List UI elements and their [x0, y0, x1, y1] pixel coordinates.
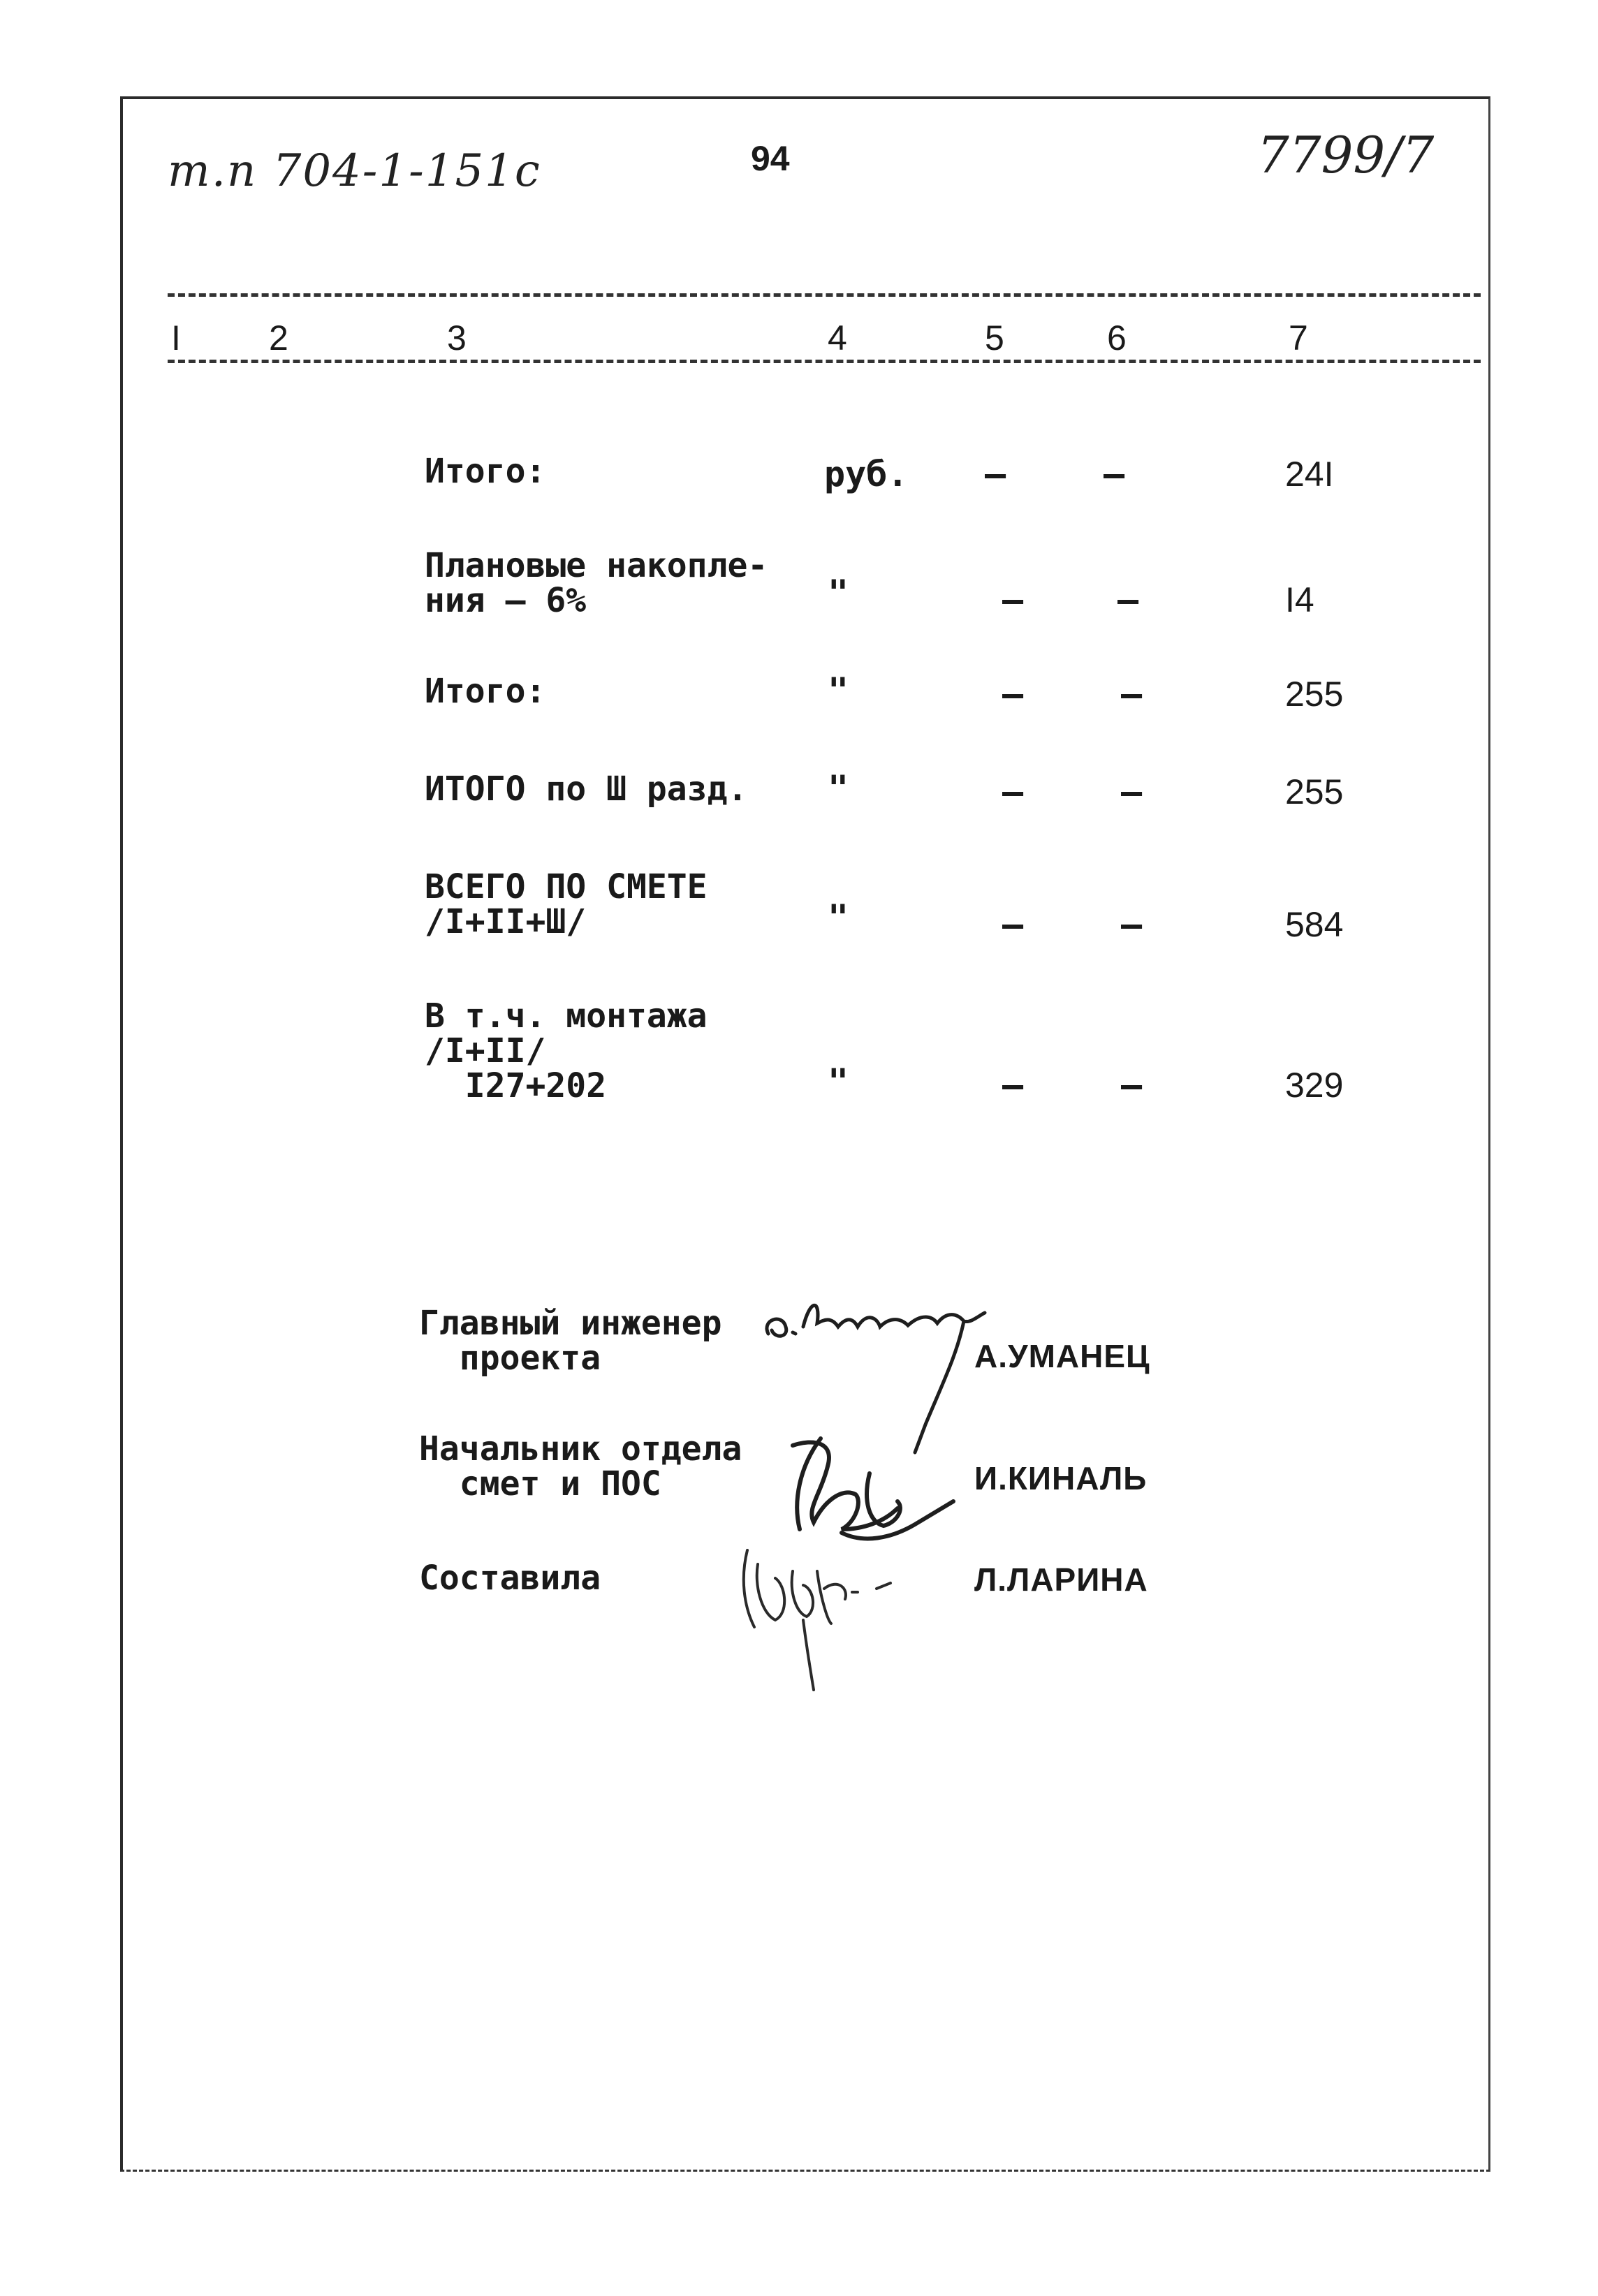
signatory-name: А.УМАНЕЦ [974, 1338, 1150, 1374]
column-header-bottom-rule [168, 360, 1481, 363]
row-col6: – [1121, 1065, 1143, 1105]
row-col6: – [1117, 580, 1139, 620]
row-unit: " [828, 573, 849, 613]
document-code: т.п 704-1-151с [168, 145, 541, 197]
row-total: 255 [1285, 772, 1344, 811]
row-col5: – [1002, 1065, 1024, 1105]
signatory-title: Начальник отдела смет и ПОС [419, 1429, 742, 1503]
column-number-7: 7 [1289, 318, 1308, 358]
row-col5: – [1002, 674, 1024, 714]
row-unit: " [828, 768, 849, 809]
signatory-name: Л.ЛАРИНА [974, 1561, 1148, 1598]
column-number-3: 3 [447, 318, 467, 358]
row-col6: – [1104, 454, 1125, 494]
row-total: I4 [1285, 580, 1314, 619]
column-header-top-rule [168, 293, 1481, 297]
row-label: В т.ч. монтажа /I+II/ I27+202 [425, 996, 708, 1105]
row-unit: " [828, 897, 849, 938]
row-total: 329 [1285, 1066, 1344, 1105]
row-unit: " [828, 1061, 849, 1102]
page-frame [120, 96, 1490, 2172]
row-unit: " [828, 670, 849, 711]
row-col5: – [1002, 772, 1024, 812]
row-unit: руб. [824, 454, 909, 494]
row-label: Плановые накопле- ния – 6% [425, 546, 768, 620]
sheet-code: 7799/7 [1257, 126, 1435, 184]
row-col6: – [1121, 772, 1143, 812]
row-col5: – [1002, 904, 1024, 945]
row-col5: – [1002, 580, 1024, 620]
column-number-1: I [171, 318, 181, 358]
row-col6: – [1121, 674, 1143, 714]
signature-compiler [726, 1522, 908, 1697]
row-total: 584 [1285, 905, 1344, 944]
signatory-name: И.КИНАЛЬ [974, 1460, 1148, 1496]
row-label: ВСЕГО ПО СМЕТЕ /I+II+Ш/ [425, 867, 708, 941]
page-number: 94 [751, 139, 790, 178]
row-label: ИТОГО по Ш разд. [425, 770, 748, 809]
row-label: Итого: [425, 452, 546, 491]
column-number-6: 6 [1107, 318, 1127, 358]
column-number-2: 2 [269, 318, 288, 358]
row-total: 24I [1285, 455, 1334, 494]
signatory-title: Главный инженер проекта [419, 1304, 722, 1378]
row-col6: – [1121, 904, 1143, 945]
row-total: 255 [1285, 675, 1344, 714]
row-label: Итого: [425, 672, 546, 711]
column-number-4: 4 [828, 318, 847, 358]
signatory-title: Составила [419, 1559, 601, 1598]
row-col5: – [985, 454, 1006, 494]
column-number-5: 5 [985, 318, 1004, 358]
